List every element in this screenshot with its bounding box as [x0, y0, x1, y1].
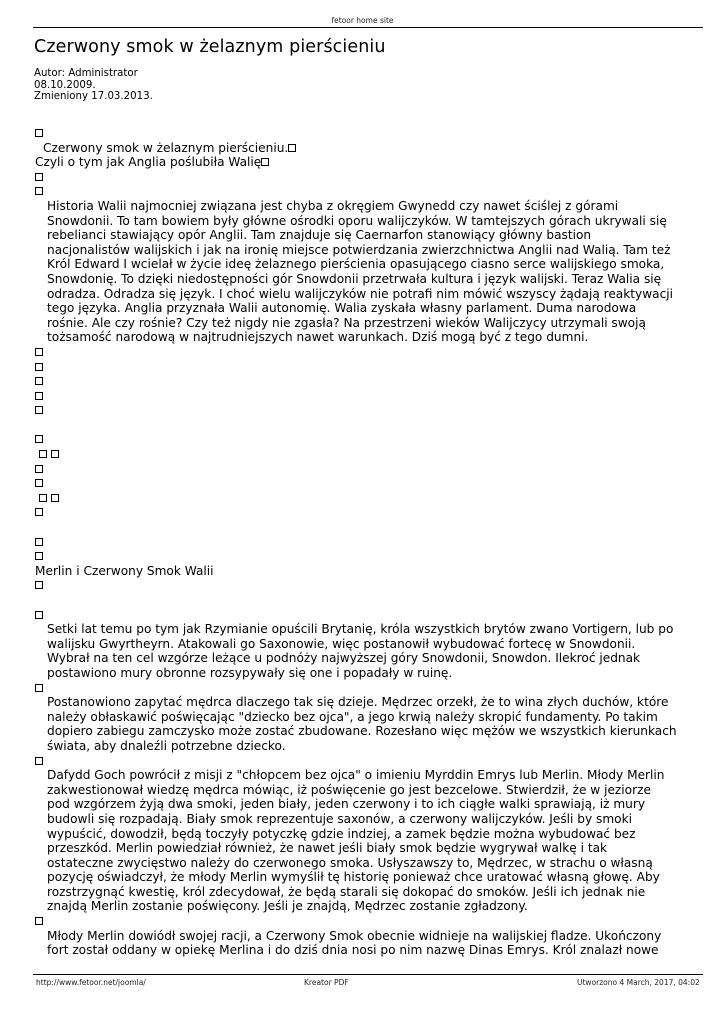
paragraph-history: Historia Walii najmocniej związana jest chyba z okręgiem Gwynedd czy nawet ściślej z górami Snowdonii. To tam bowiem były główne ośrodki oporu walijczyków. W tamtejszych górach ukrywali się rebelianci stawiający opór Anglii. Tam znajduje się Caernarfon stanowiący główny bastion nacjonalistów walijskich i jak na ironię miejsce potwierdzania zwierzchnictwa Anglii nad Walią. Tam też Król Edward I wcielał w życie ideę żelaznego pierścienia opasującego ciasno serce walijskiego smoka, Snowdonię. To dzięki niedostępności gór Snowdonii przetrwała kultura i język walijski. Teraz Walia się odradza. Odradza się język. I choć wielu walijczyków nie potrafi nim mówić wszyscy żądają reaktywacji tego języka. Anglia przyznała Walii autonomię. Walia zyskała własny parlament. Duma narodowa rośnie. Ale czy rośnie? Czy też nigdy nie zgasła? Na przestrzeni wieków Walijczycy utrzymali swoją tożsamość narodową w najtrudniejszych nawet warunkach. Dziś mogą być z tego dumni. — [47, 198, 674, 345]
footer-created: Utworzono 4 March, 2017, 04:02 — [577, 978, 700, 987]
article-title: Czerwony smok w żelaznym pierścieniu — [34, 37, 386, 57]
missing-glyph-box — [35, 435, 43, 443]
paragraph-merlin: Dafydd Goch powrócił z misji z "chłopcem bez ojca" o imieniu Myrddin Emrys lub Merlin. Młody Merlin zakwestionował wiedzę mędrca mówiąc, iż poświęcenie go jest bezcelowe. Stwierdził, że w jeziorze pod wzgórzem żyją dwa smoki, jeden biały, jeden czerwony i to ich ciągłe walki sprawiają, iż mury budowli się rozpadają. Biały smok reprezentuje saxonów, a czerwony walijczyków. Jeśli by smoki wypuścić, dowodził, będą toczyły potyczkę gdzie indziej, a zamek będzie można wybudować bez przeszkód. Merlin powiedział również, że nawet jeśli biały smok będzie wygrywał walkę i tak ostateczne zwycięstwo należy do czerwonego smoka. Usłyszawszy to, Mędrzec, w strachu o własną pozycję oświadczył, że młody Merlin wymyślił tę historię ponieważ chce uratować własną głowę. Aby rozstrzygnąć kwestię, król zdecydował, że będą starali się dokopać do smoków. Jeśli ich jednak nie znajdą Merlin zostanie poświęcony. Jeśli je znajdą, Mędrzec zostanie zgładzony. — [47, 768, 665, 914]
section-title: Merlin i Czerwony Smok Walii — [35, 563, 214, 578]
missing-glyph-box — [35, 392, 43, 400]
missing-glyph-box — [35, 552, 43, 560]
missing-glyph-box — [35, 173, 43, 181]
header-divider — [33, 27, 703, 28]
missing-glyph-box — [35, 479, 43, 487]
missing-glyph-box — [35, 363, 43, 371]
footer-url: http://www.fetoor.net/joomla/ — [36, 978, 146, 987]
paragraph-vortigern: Setki lat temu po tym jak Rzymianie opuścili Brytanię, króla wszystkich brytów zwano Vortigern, lub po walijsku Gwyrtheyrn. Atakowali go Saxonowie, więc postanowił wybudować fortecę w Snowdonii. Wybrał na ten cel wzgórze leżące u podnóży najwyższej góry Snowdonii, Snowdon. Ilekroć jednak postawiono mury obronne rozsypywały się one i popadały w ruinę. — [47, 622, 674, 680]
missing-glyph-box — [35, 538, 43, 546]
missing-glyph-box — [35, 917, 43, 925]
heading-line-2: Czyli o tym jak Anglia poślubiła Walię — [35, 155, 262, 170]
paragraph-dinas-emrys: Młody Merlin dowiódł swojej racji, a Czerwony Smok obecnie widnieje na walijskiej fladze. Ukończony fort został oddany w opiekę Merlina i do dziś dnia nosi po nim nazwę Dinas Emrys. Król znalazł nowe — [47, 928, 662, 958]
missing-glyph-box — [51, 450, 59, 458]
missing-glyph-box — [51, 494, 59, 502]
paragraph-sage: Postanowiono zapytać mędrca dlaczego tak się dzieje. Mędrzec orzekł, że to wina złych duchów, które należy obłaskawić poświęcając "dziecko bez ojca", a jego krwią należy skropić fundamenty. Po takim dopiero zabiegu zamczysko może zostać zbudowane. Rozesłano więc mężów we wszystkich kierunkach świata, aby dnaleźli potrzebne dziecko. — [47, 695, 677, 753]
missing-glyph-box — [288, 144, 296, 152]
missing-glyph-box — [35, 611, 43, 619]
missing-glyph-box — [35, 348, 43, 356]
site-header: fetoor home site — [331, 16, 394, 25]
article-body — [35, 126, 677, 958]
footer-divider — [33, 974, 703, 975]
article-meta — [34, 68, 153, 103]
missing-glyph-box — [35, 757, 43, 765]
missing-glyph-box — [35, 129, 43, 137]
missing-glyph-box — [39, 494, 47, 502]
missing-glyph-box — [35, 508, 43, 516]
missing-glyph-box — [261, 158, 269, 166]
missing-glyph-box — [35, 581, 43, 589]
missing-glyph-box — [39, 450, 47, 458]
footer-generator: Kreator PDF — [304, 978, 349, 987]
missing-glyph-box — [35, 684, 43, 692]
missing-glyph-box — [35, 406, 43, 414]
missing-glyph-box — [35, 377, 43, 385]
missing-glyph-box — [35, 465, 43, 473]
missing-glyph-box — [35, 187, 43, 195]
heading-line-1: Czerwony smok w żelaznym pierścieniu. — [43, 140, 289, 155]
author-line: Autor: Administrator — [34, 68, 138, 79]
date-line: 08.10.2009. — [34, 79, 96, 91]
modified-line: Zmieniony 17.03.2013. — [34, 91, 153, 102]
